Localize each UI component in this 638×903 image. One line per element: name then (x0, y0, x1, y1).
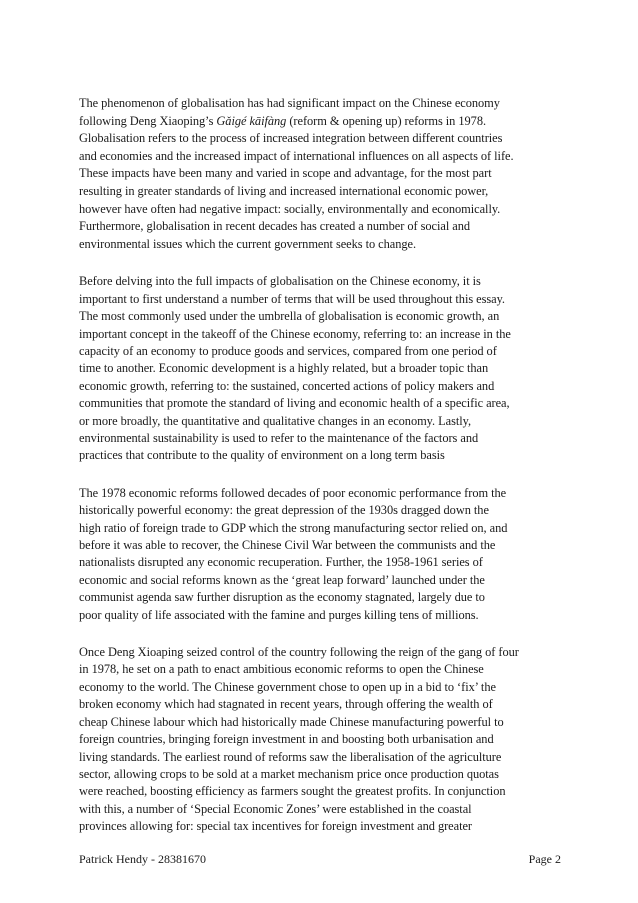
paragraph-definitions: Before delving into the full impacts of globalisation on the Chinese economy, it is important to first understand a number of terms that will be used throughout this essay. The most commonly used under the umbrella of globalisation is economic growth, an important concept in the takeoff of the Chinese economy, referring to: an increase in the capacity of an economy to produce goods and services, compared from one period of time to another. Economic development is a highly related, but a broader topic than economic growth, referring to: the sustained, concerted actions of policy makers and communities that promote the standard of living and economic health of a specific area, or more broadly, the quantitative and qualitative changes in an economy. Lastly, environmental sustainability is used to refer to the maintenance of the factors and practices that contribute to the quality of environment on a long term basis (79, 274, 511, 463)
footer-author: Patrick Hendy - 28381670 (79, 852, 206, 866)
reform-term-italic: Gǎigé kāifàng (216, 113, 287, 128)
paragraph-introduction (79, 95, 569, 253)
paragraph-history: The 1978 economic reforms followed decades of poor economic performance from the historically powerful economy: the great depression of the 1930s dragged down the high ratio of foreign trade to GDP which the strong manufacturing sector relied on, and before it was able to recover, the Chinese Civil War between the communists and the nationalists disrupted any economic recuperation. Further, the 1958-1961 series of economic and social reforms known as the ‘great leap forward’ launched under the communist agenda saw further disruption as the economy stagnated, largely due to poor quality of life associated with the famine and purges killing tens of millions. (79, 485, 508, 622)
paragraph-introduction-post: (reform & opening up) reforms in 1978. Globalisation refers to the process of increased integration between different countries and economies and the increased impact of international influences on all aspects of life. These impacts have been many and varied in scope and advantage, for the most part resulting in greater standards of living and increased international economic power, however have often had negative impact: socially, environmentally and economically. Furthermore, globalisation in recent decades has created a number of social and environmental issues which the current government seeks to change. (79, 113, 514, 251)
paragraph-introduction-pre: The phenomenon of globalisation has had significant impact on the Chinese economy following Deng Xiaoping’s (79, 96, 500, 128)
paragraph-reforms: Once Deng Xioaping seized control of the country following the reign of the gang of four in 1978, he set on a path to enact ambitious economic reforms to open the Chinese economy to the world. The Chinese government chose to open up in a bid to ‘fix’ the broken economy which had stagnated in recent years, through offering the wealth of cheap Chinese labour which had historically made Chinese manufacturing powerful to foreign countries, bringing foreign investment in and boosting both urbanisation and living standards. The earliest round of reforms saw the liberalisation of the agriculture sector, allowing crops to be sold at a market mechanism price once production quotas were reached, boosting efficiency as farmers sought the greatest profits. In conjunction with this, a number of ‘Special Economic Zones’ were established in the coastal provinces allowing for: special tax incentives for foreign investment and greater (79, 645, 519, 834)
essay-body (79, 95, 569, 856)
footer-page-number: Page 2 (528, 852, 561, 866)
